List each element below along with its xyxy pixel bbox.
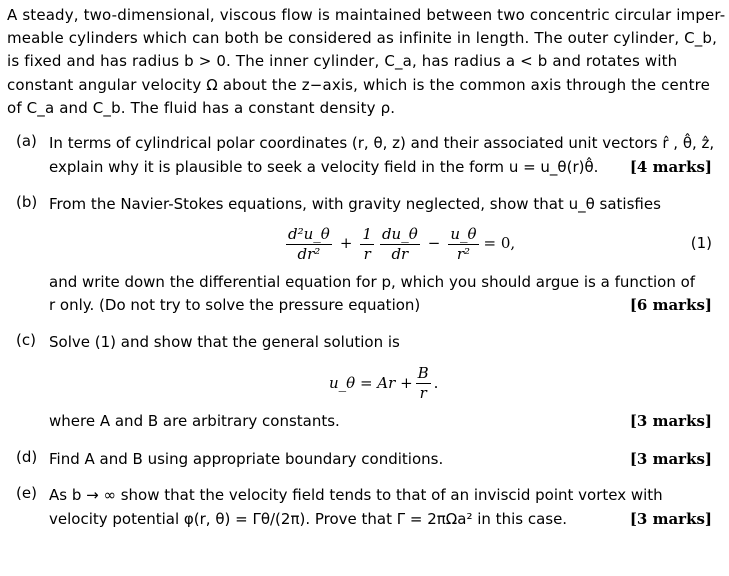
part-c-marks: [3 marks]	[629, 412, 712, 431]
eq1-term3: $\frac{du\_\theta}{dr}$	[381, 224, 418, 263]
part-b	[7, 193, 712, 318]
equation-1: $\frac{\text{d²u\_θ}}{\text{dr²}}$ + $\frac{1}{r}$ $\frac{du\_\theta}{dr}$ − $\frac{u\_\theta}{\text{r²}}$ = 0, (1)	[288, 224, 712, 263]
part-c-label: (c)	[16, 330, 36, 349]
part-e	[7, 484, 712, 531]
part-a-line2: explain why it is plausible to seek a velocity field in the form u = u_θ(r)θ̂.	[49, 157, 599, 176]
part-a-marks: [4 marks]	[629, 157, 712, 176]
part-b-line1: From the Navier-Stokes equations, with gravity neglected, show that u_θ satisfies	[49, 195, 661, 214]
intro-line: is fixed and has radius b > 0. The inner cylinder, C_a, has radius a < b and rotates with	[7, 52, 678, 71]
intro-line: of C_a and C_b. The fluid has a constant density ρ.	[7, 98, 396, 117]
part-b-line3: r only. (Do not try to solve the pressure equation)	[49, 296, 421, 315]
part-e-line2: velocity potential φ(r, θ) = Γθ/(2π). Prove that Γ = 2πΩa² in this case.	[49, 509, 568, 528]
part-c-line2: where A and B are arbitrary constants.	[49, 412, 340, 431]
equation-2: u_θ = Ar + $\frac{B}{r}$ .	[329, 364, 439, 403]
part-c-line1: Solve (1) and show that the general solution is	[49, 332, 400, 351]
eq1-term1: $\frac{\text{d²u\_θ}}{\text{dr²}}$	[288, 224, 330, 263]
problem-sheet	[7, 4, 726, 531]
part-b-line2: and write down the differential equation for p, which you should argue is a function of	[49, 272, 696, 291]
problem-intro	[7, 4, 726, 120]
part-e-marks: [3 marks]	[629, 509, 712, 528]
part-a-label: (a)	[16, 132, 37, 151]
part-d-marks: [3 marks]	[629, 449, 712, 468]
part-e-line1: As b → ∞ show that the velocity field tends to that of an inviscid point vortex with	[49, 486, 663, 505]
part-b-label: (b)	[16, 193, 38, 212]
intro-line: A steady, two-dimensional, viscous flow is maintained between two concentric circular imper-	[7, 6, 726, 24]
eq1-term4: $\frac{u\_\theta}{\text{r²}}$	[450, 224, 477, 263]
part-d-label: (d)	[16, 447, 38, 466]
part-e-label: (e)	[16, 484, 37, 503]
part-d	[7, 448, 712, 472]
eq1-term2: $\frac{1}{r}$	[362, 224, 372, 263]
intro-line: constant angular velocity Ω about the z−axis, which is the common axis through the centre	[7, 75, 710, 94]
part-a-line1: In terms of cylindrical polar coordinates (r, θ, z) and their associated unit vectors r̂ , θ̂, ẑ,	[49, 134, 715, 153]
part-d-line1: Find A and B using appropriate boundary conditions.	[49, 449, 444, 468]
part-c	[7, 331, 712, 434]
intro-line: meable cylinders which can both be considered as infinite in length. The outer cylinder, C_b,	[7, 29, 718, 48]
eq2-fraction: $\frac{B}{r}$	[417, 364, 429, 403]
equation-number: (1)	[690, 233, 712, 252]
part-b-marks: [6 marks]	[629, 296, 712, 315]
part-a	[7, 132, 715, 179]
